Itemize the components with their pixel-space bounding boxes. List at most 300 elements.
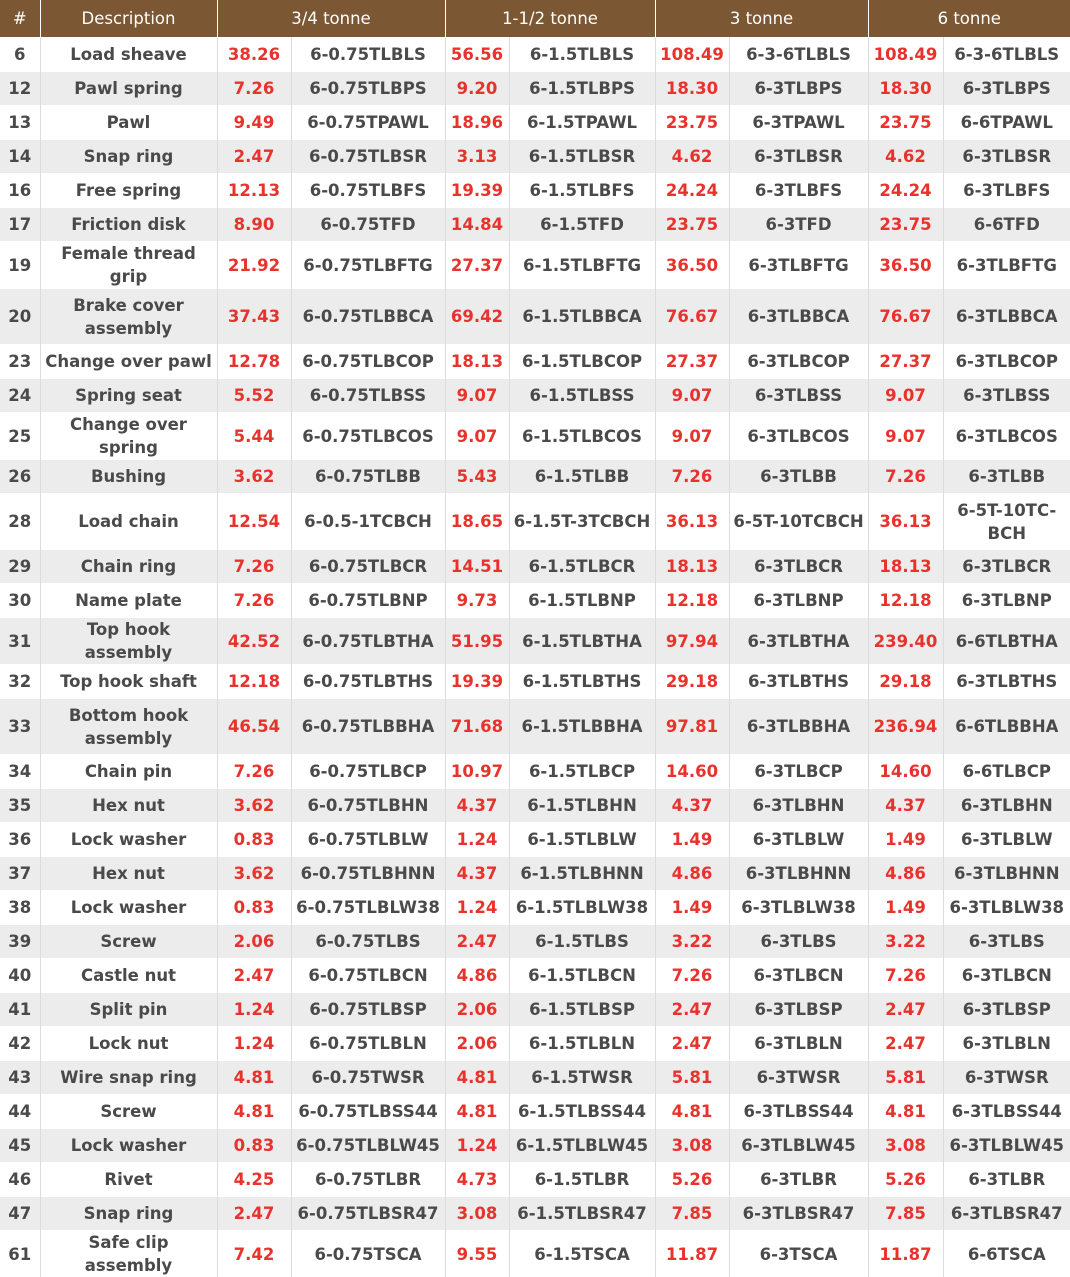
table-row: [0, 242, 1070, 289]
price-3-tonne: 27.37: [655, 345, 729, 379]
code-3-tonne: 6-3TFD: [729, 208, 868, 242]
price-1-1-2-tonne: 2.06: [445, 1027, 509, 1061]
table-row: [0, 1129, 1070, 1163]
code-3-tonne: 6-3TLBNP: [729, 584, 868, 618]
code-3-tonne: 6-3TLBB: [729, 460, 868, 494]
price-6-tonne: 24.24: [868, 174, 943, 208]
price-1-1-2-tonne: 14.84: [445, 208, 509, 242]
price-3-tonne: 12.18: [655, 584, 729, 618]
code-6-tonne: 6-6TSCA: [943, 1231, 1070, 1277]
part-description: Top hook shaft: [40, 665, 217, 699]
code-6-tonne: 6-3-6TLBLS: [943, 38, 1070, 72]
table-row: [0, 1061, 1070, 1095]
code-3-tonne: 6-3TLBLW45: [729, 1129, 868, 1163]
code-1-1-2-tonne: 6-1.5TLBB: [509, 460, 655, 494]
table-row: [0, 665, 1070, 699]
part-number: 12: [0, 72, 40, 106]
price-1-1-2-tonne: 69.42: [445, 289, 509, 345]
price-3-tonne: 4.37: [655, 789, 729, 823]
code-3-tonne: 6-5T-10TCBCH: [729, 494, 868, 550]
price-3-4-tonne: 9.49: [217, 106, 291, 140]
price-1-1-2-tonne: 9.07: [445, 413, 509, 460]
code-6-tonne: 6-3TLBB: [943, 460, 1070, 494]
table-row: [0, 345, 1070, 379]
price-6-tonne: 29.18: [868, 665, 943, 699]
code-3-tonne: 6-3-6TLBLS: [729, 38, 868, 72]
price-1-1-2-tonne: 4.81: [445, 1061, 509, 1095]
code-1-1-2-tonne: 6-1.5TLBFS: [509, 174, 655, 208]
code-3-tonne: 6-3TLBBHA: [729, 699, 868, 755]
part-number: 47: [0, 1197, 40, 1231]
code-3-4-tonne: 6-0.75TLBCOP: [291, 345, 445, 379]
table-row: [0, 208, 1070, 242]
code-1-1-2-tonne: 6-1.5TLBNP: [509, 584, 655, 618]
price-3-tonne: 3.08: [655, 1129, 729, 1163]
header-description: Description: [40, 0, 217, 38]
price-1-1-2-tonne: 1.24: [445, 1129, 509, 1163]
code-1-1-2-tonne: 6-1.5TLBLN: [509, 1027, 655, 1061]
price-3-tonne: 76.67: [655, 289, 729, 345]
price-3-tonne: 2.47: [655, 1027, 729, 1061]
part-number: 28: [0, 494, 40, 550]
code-6-tonne: 6-3TLBR: [943, 1163, 1070, 1197]
code-3-4-tonne: 6-0.75TLBSS: [291, 379, 445, 413]
part-number: 30: [0, 584, 40, 618]
price-1-1-2-tonne: 71.68: [445, 699, 509, 755]
part-number: 40: [0, 959, 40, 993]
code-3-tonne: 6-3TLBFS: [729, 174, 868, 208]
table-row: [0, 925, 1070, 959]
price-3-tonne: 97.81: [655, 699, 729, 755]
code-3-tonne: 6-3TLBHNN: [729, 857, 868, 891]
price-3-tonne: 23.75: [655, 106, 729, 140]
price-6-tonne: 1.49: [868, 891, 943, 925]
table-row: [0, 959, 1070, 993]
price-3-tonne: 2.47: [655, 993, 729, 1027]
code-6-tonne: 6-3TLBS: [943, 925, 1070, 959]
code-3-tonne: 6-3TLBCOP: [729, 345, 868, 379]
code-3-tonne: 6-3TWSR: [729, 1061, 868, 1095]
header-group-6-tonne: 6 tonne: [868, 0, 1070, 38]
code-6-tonne: 6-3TWSR: [943, 1061, 1070, 1095]
code-6-tonne: 6-3TLBFS: [943, 174, 1070, 208]
price-3-4-tonne: 4.25: [217, 1163, 291, 1197]
part-number: 26: [0, 460, 40, 494]
price-6-tonne: 7.85: [868, 1197, 943, 1231]
price-3-4-tonne: 5.52: [217, 379, 291, 413]
code-6-tonne: 6-3TLBSS44: [943, 1095, 1070, 1129]
table-row: [0, 106, 1070, 140]
part-number: 17: [0, 208, 40, 242]
price-3-tonne: 5.26: [655, 1163, 729, 1197]
code-3-tonne: 6-3TLBBCA: [729, 289, 868, 345]
price-3-tonne: 4.86: [655, 857, 729, 891]
price-3-tonne: 7.85: [655, 1197, 729, 1231]
code-3-tonne: 6-3TLBCOS: [729, 413, 868, 460]
price-3-4-tonne: 7.26: [217, 550, 291, 584]
price-3-tonne: 1.49: [655, 891, 729, 925]
price-6-tonne: 1.49: [868, 823, 943, 857]
price-3-4-tonne: 38.26: [217, 38, 291, 72]
table-row: [0, 1095, 1070, 1129]
code-3-4-tonne: 6-0.75TLBFTG: [291, 242, 445, 289]
code-3-4-tonne: 6-0.75TSCA: [291, 1231, 445, 1277]
price-3-tonne: 18.30: [655, 72, 729, 106]
code-3-4-tonne: 6-0.75TWSR: [291, 1061, 445, 1095]
code-3-tonne: 6-3TLBTHS: [729, 665, 868, 699]
code-3-tonne: 6-3TLBSR: [729, 140, 868, 174]
code-3-4-tonne: 6-0.75TPAWL: [291, 106, 445, 140]
price-1-1-2-tonne: 27.37: [445, 242, 509, 289]
part-number: 23: [0, 345, 40, 379]
table-row: [0, 857, 1070, 891]
code-6-tonne: 6-3TLBCN: [943, 959, 1070, 993]
code-3-4-tonne: 6-0.75TLBTHS: [291, 665, 445, 699]
code-3-4-tonne: 6-0.75TLBTHA: [291, 618, 445, 665]
part-number: 25: [0, 413, 40, 460]
price-3-4-tonne: 3.62: [217, 857, 291, 891]
part-description: Lock washer: [40, 891, 217, 925]
code-3-4-tonne: 6-0.75TLBS: [291, 925, 445, 959]
price-1-1-2-tonne: 5.43: [445, 460, 509, 494]
code-3-4-tonne: 6-0.75TLBSP: [291, 993, 445, 1027]
price-3-4-tonne: 12.13: [217, 174, 291, 208]
price-1-1-2-tonne: 18.13: [445, 345, 509, 379]
price-3-4-tonne: 46.54: [217, 699, 291, 755]
code-6-tonne: 6-6TFD: [943, 208, 1070, 242]
code-1-1-2-tonne: 6-1.5TLBLW: [509, 823, 655, 857]
code-3-tonne: 6-3TLBCR: [729, 550, 868, 584]
price-1-1-2-tonne: 4.86: [445, 959, 509, 993]
code-3-4-tonne: 6-0.75TLBLW38: [291, 891, 445, 925]
part-number: 16: [0, 174, 40, 208]
price-1-1-2-tonne: 4.81: [445, 1095, 509, 1129]
price-6-tonne: 4.86: [868, 857, 943, 891]
part-number: 41: [0, 993, 40, 1027]
code-1-1-2-tonne: 6-1.5TLBCOP: [509, 345, 655, 379]
code-6-tonne: 6-3TLBSR47: [943, 1197, 1070, 1231]
part-description: Friction disk: [40, 208, 217, 242]
part-description: Name plate: [40, 584, 217, 618]
price-3-4-tonne: 0.83: [217, 823, 291, 857]
price-1-1-2-tonne: 56.56: [445, 38, 509, 72]
code-3-4-tonne: 6-0.5-1TCBCH: [291, 494, 445, 550]
price-6-tonne: 12.18: [868, 584, 943, 618]
part-description: Hex nut: [40, 857, 217, 891]
price-6-tonne: 36.13: [868, 494, 943, 550]
part-number: 32: [0, 665, 40, 699]
part-description: Lock washer: [40, 1129, 217, 1163]
price-3-4-tonne: 1.24: [217, 993, 291, 1027]
price-6-tonne: 3.22: [868, 925, 943, 959]
header-group-1-1-2-tonne: 1-1/2 tonne: [445, 0, 655, 38]
part-description: Castle nut: [40, 959, 217, 993]
price-3-4-tonne: 21.92: [217, 242, 291, 289]
price-3-4-tonne: 7.26: [217, 755, 291, 789]
code-1-1-2-tonne: 6-1.5TLBPS: [509, 72, 655, 106]
table-row: [0, 789, 1070, 823]
code-6-tonne: 6-3TLBHN: [943, 789, 1070, 823]
price-3-4-tonne: 7.26: [217, 584, 291, 618]
price-1-1-2-tonne: 51.95: [445, 618, 509, 665]
price-6-tonne: 7.26: [868, 959, 943, 993]
code-1-1-2-tonne: 6-1.5TLBSR47: [509, 1197, 655, 1231]
price-3-4-tonne: 12.18: [217, 665, 291, 699]
part-description: Chain ring: [40, 550, 217, 584]
price-1-1-2-tonne: 10.97: [445, 755, 509, 789]
price-3-tonne: 7.26: [655, 959, 729, 993]
code-3-4-tonne: 6-0.75TLBCP: [291, 755, 445, 789]
part-description: Spring seat: [40, 379, 217, 413]
code-6-tonne: 6-3TLBHNN: [943, 857, 1070, 891]
price-3-4-tonne: 2.47: [217, 959, 291, 993]
price-3-4-tonne: 8.90: [217, 208, 291, 242]
part-number: 61: [0, 1231, 40, 1277]
part-description: Screw: [40, 925, 217, 959]
price-6-tonne: 9.07: [868, 413, 943, 460]
part-description: Pawl: [40, 106, 217, 140]
price-6-tonne: 18.30: [868, 72, 943, 106]
price-3-tonne: 5.81: [655, 1061, 729, 1095]
table-row: [0, 460, 1070, 494]
price-6-tonne: 76.67: [868, 289, 943, 345]
price-6-tonne: 239.40: [868, 618, 943, 665]
code-3-4-tonne: 6-0.75TLBLW: [291, 823, 445, 857]
price-6-tonne: 18.13: [868, 550, 943, 584]
code-6-tonne: 6-3TLBLW45: [943, 1129, 1070, 1163]
table-row: [0, 755, 1070, 789]
part-description: Female thread grip: [40, 242, 217, 289]
price-1-1-2-tonne: 18.65: [445, 494, 509, 550]
code-1-1-2-tonne: 6-1.5TFD: [509, 208, 655, 242]
code-1-1-2-tonne: 6-1.5TLBTHS: [509, 665, 655, 699]
table-header: [0, 0, 1070, 38]
price-3-4-tonne: 7.42: [217, 1231, 291, 1277]
code-6-tonne: 6-6TLBTHA: [943, 618, 1070, 665]
code-3-4-tonne: 6-0.75TLBSR: [291, 140, 445, 174]
code-6-tonne: 6-3TLBNP: [943, 584, 1070, 618]
price-3-tonne: 3.22: [655, 925, 729, 959]
price-6-tonne: 5.26: [868, 1163, 943, 1197]
code-3-tonne: 6-3TLBSR47: [729, 1197, 868, 1231]
price-1-1-2-tonne: 2.47: [445, 925, 509, 959]
code-3-tonne: 6-3TLBSS44: [729, 1095, 868, 1129]
code-1-1-2-tonne: 6-1.5TLBLW45: [509, 1129, 655, 1163]
code-3-4-tonne: 6-0.75TLBFS: [291, 174, 445, 208]
part-description: Hex nut: [40, 789, 217, 823]
code-1-1-2-tonne: 6-1.5TLBBCA: [509, 289, 655, 345]
price-1-1-2-tonne: 9.55: [445, 1231, 509, 1277]
price-3-tonne: 23.75: [655, 208, 729, 242]
price-3-tonne: 9.07: [655, 379, 729, 413]
part-description: Screw: [40, 1095, 217, 1129]
code-3-4-tonne: 6-0.75TLBBHA: [291, 699, 445, 755]
price-3-tonne: 36.13: [655, 494, 729, 550]
table-row: [0, 1197, 1070, 1231]
price-3-tonne: 108.49: [655, 38, 729, 72]
code-1-1-2-tonne: 6-1.5TLBLS: [509, 38, 655, 72]
code-3-tonne: 6-3TLBFTG: [729, 242, 868, 289]
part-description: Chain pin: [40, 755, 217, 789]
price-6-tonne: 11.87: [868, 1231, 943, 1277]
part-description: Lock washer: [40, 823, 217, 857]
price-3-tonne: 24.24: [655, 174, 729, 208]
part-number: 6: [0, 38, 40, 72]
part-number: 33: [0, 699, 40, 755]
code-1-1-2-tonne: 6-1.5TPAWL: [509, 106, 655, 140]
code-1-1-2-tonne: 6-1.5TLBCR: [509, 550, 655, 584]
table-row: [0, 584, 1070, 618]
code-6-tonne: 6-3TLBSR: [943, 140, 1070, 174]
table-row: [0, 891, 1070, 925]
code-1-1-2-tonne: 6-1.5TLBSS: [509, 379, 655, 413]
price-1-1-2-tonne: 19.39: [445, 665, 509, 699]
code-3-tonne: 6-3TLBPS: [729, 72, 868, 106]
code-3-4-tonne: 6-0.75TLBBCA: [291, 289, 445, 345]
code-3-tonne: 6-3TLBR: [729, 1163, 868, 1197]
price-3-4-tonne: 2.06: [217, 925, 291, 959]
code-1-1-2-tonne: 6-1.5TLBHN: [509, 789, 655, 823]
price-6-tonne: 9.07: [868, 379, 943, 413]
price-3-4-tonne: 3.62: [217, 460, 291, 494]
table-row: [0, 289, 1070, 345]
part-description: Load sheave: [40, 38, 217, 72]
price-1-1-2-tonne: 2.06: [445, 993, 509, 1027]
code-6-tonne: 6-3TLBSP: [943, 993, 1070, 1027]
code-6-tonne: 6-3TLBCOS: [943, 413, 1070, 460]
code-1-1-2-tonne: 6-1.5TLBCP: [509, 755, 655, 789]
price-3-tonne: 4.81: [655, 1095, 729, 1129]
part-description: Rivet: [40, 1163, 217, 1197]
code-3-4-tonne: 6-0.75TLBSS44: [291, 1095, 445, 1129]
part-number: 43: [0, 1061, 40, 1095]
code-1-1-2-tonne: 6-1.5T-3TCBCH: [509, 494, 655, 550]
part-number: 14: [0, 140, 40, 174]
code-6-tonne: 6-3TLBFTG: [943, 242, 1070, 289]
price-6-tonne: 4.81: [868, 1095, 943, 1129]
price-3-4-tonne: 1.24: [217, 1027, 291, 1061]
price-1-1-2-tonne: 4.37: [445, 789, 509, 823]
price-3-4-tonne: 4.81: [217, 1061, 291, 1095]
part-number: 37: [0, 857, 40, 891]
part-number: 29: [0, 550, 40, 584]
price-3-tonne: 36.50: [655, 242, 729, 289]
table-row: [0, 699, 1070, 755]
table-row: [0, 1163, 1070, 1197]
part-number: 38: [0, 891, 40, 925]
part-number: 20: [0, 289, 40, 345]
header-number: #: [0, 0, 40, 38]
code-3-tonne: 6-3TLBLW38: [729, 891, 868, 925]
price-3-4-tonne: 0.83: [217, 891, 291, 925]
header-group-3-4-tonne: 3/4 tonne: [217, 0, 445, 38]
code-3-tonne: 6-3TLBSS: [729, 379, 868, 413]
price-3-tonne: 1.49: [655, 823, 729, 857]
part-description: Lock nut: [40, 1027, 217, 1061]
table-row: [0, 1231, 1070, 1277]
table-row: [0, 72, 1070, 106]
code-6-tonne: 6-3TLBLW38: [943, 891, 1070, 925]
price-1-1-2-tonne: 4.37: [445, 857, 509, 891]
price-6-tonne: 4.62: [868, 140, 943, 174]
table-row: [0, 140, 1070, 174]
code-3-4-tonne: 6-0.75TLBB: [291, 460, 445, 494]
code-3-4-tonne: 6-0.75TLBCN: [291, 959, 445, 993]
code-3-4-tonne: 6-0.75TLBCOS: [291, 413, 445, 460]
price-6-tonne: 2.47: [868, 1027, 943, 1061]
price-3-4-tonne: 0.83: [217, 1129, 291, 1163]
table-row: [0, 823, 1070, 857]
price-6-tonne: 23.75: [868, 106, 943, 140]
price-1-1-2-tonne: 3.13: [445, 140, 509, 174]
code-3-4-tonne: 6-0.75TLBHNN: [291, 857, 445, 891]
price-3-tonne: 9.07: [655, 413, 729, 460]
code-6-tonne: 6-3TLBCR: [943, 550, 1070, 584]
price-3-4-tonne: 3.62: [217, 789, 291, 823]
code-1-1-2-tonne: 6-1.5TLBHNN: [509, 857, 655, 891]
part-number: 44: [0, 1095, 40, 1129]
part-number: 19: [0, 242, 40, 289]
price-6-tonne: 36.50: [868, 242, 943, 289]
code-1-1-2-tonne: 6-1.5TLBSP: [509, 993, 655, 1027]
part-description: Wire snap ring: [40, 1061, 217, 1095]
price-6-tonne: 236.94: [868, 699, 943, 755]
code-3-tonne: 6-3TLBLW: [729, 823, 868, 857]
price-1-1-2-tonne: 3.08: [445, 1197, 509, 1231]
code-1-1-2-tonne: 6-1.5TLBR: [509, 1163, 655, 1197]
code-1-1-2-tonne: 6-1.5TLBSR: [509, 140, 655, 174]
code-3-tonne: 6-3TLBSP: [729, 993, 868, 1027]
price-6-tonne: 2.47: [868, 993, 943, 1027]
code-3-tonne: 6-3TLBCN: [729, 959, 868, 993]
price-6-tonne: 7.26: [868, 460, 943, 494]
table-row: [0, 174, 1070, 208]
price-3-tonne: 18.13: [655, 550, 729, 584]
code-6-tonne: 6-6TLBCP: [943, 755, 1070, 789]
part-description: Split pin: [40, 993, 217, 1027]
code-6-tonne: 6-3TLBBCA: [943, 289, 1070, 345]
price-1-1-2-tonne: 1.24: [445, 891, 509, 925]
code-6-tonne: 6-3TLBSS: [943, 379, 1070, 413]
part-number: 46: [0, 1163, 40, 1197]
part-number: 31: [0, 618, 40, 665]
code-1-1-2-tonne: 6-1.5TLBFTG: [509, 242, 655, 289]
part-description: Top hook assembly: [40, 618, 217, 665]
price-3-tonne: 7.26: [655, 460, 729, 494]
code-3-tonne: 6-3TSCA: [729, 1231, 868, 1277]
part-number: 34: [0, 755, 40, 789]
code-6-tonne: 6-6TPAWL: [943, 106, 1070, 140]
price-1-1-2-tonne: 9.07: [445, 379, 509, 413]
price-6-tonne: 108.49: [868, 38, 943, 72]
code-1-1-2-tonne: 6-1.5TLBBHA: [509, 699, 655, 755]
price-6-tonne: 5.81: [868, 1061, 943, 1095]
table-body: [0, 38, 1070, 1277]
code-3-4-tonne: 6-0.75TLBCR: [291, 550, 445, 584]
price-3-tonne: 97.94: [655, 618, 729, 665]
part-description: Free spring: [40, 174, 217, 208]
table-row: [0, 413, 1070, 460]
code-1-1-2-tonne: 6-1.5TLBSS44: [509, 1095, 655, 1129]
code-6-tonne: 6-3TLBTHS: [943, 665, 1070, 699]
code-6-tonne: 6-3TLBCOP: [943, 345, 1070, 379]
price-6-tonne: 3.08: [868, 1129, 943, 1163]
code-6-tonne: 6-3TLBPS: [943, 72, 1070, 106]
price-3-4-tonne: 2.47: [217, 140, 291, 174]
part-number: 35: [0, 789, 40, 823]
part-number: 45: [0, 1129, 40, 1163]
code-3-tonne: 6-3TLBTHA: [729, 618, 868, 665]
